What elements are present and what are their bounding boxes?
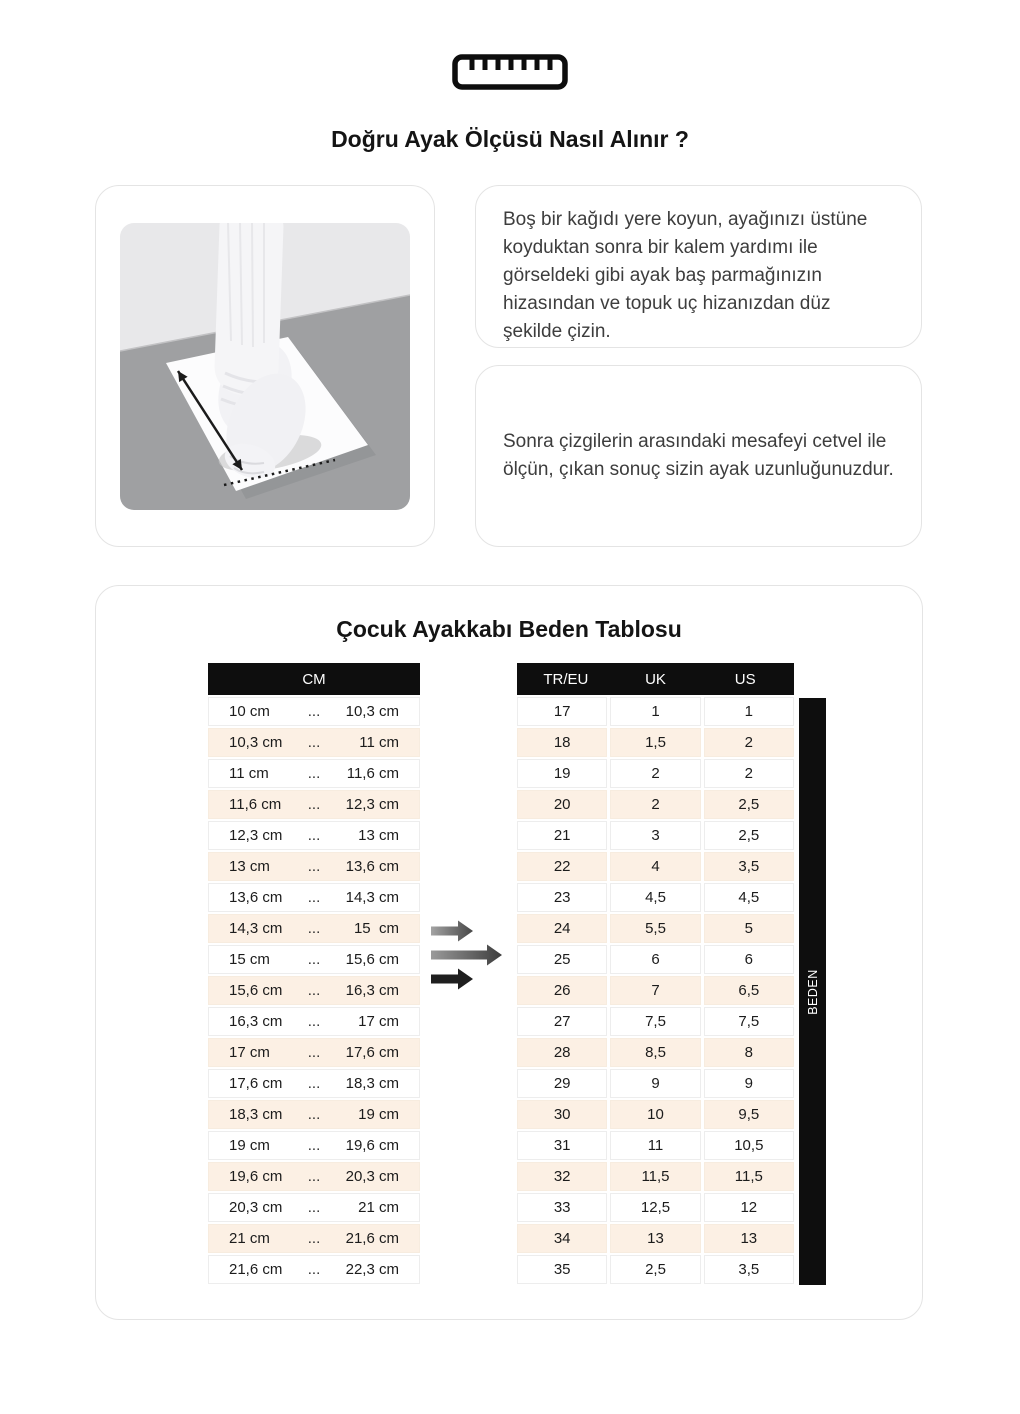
size-table-row	[517, 1255, 794, 1284]
cm-range-from: 10,3 cm	[229, 734, 283, 751]
cm-range-to: 17 cm	[358, 1013, 399, 1030]
size-cell-tr-eu: 28	[517, 1038, 607, 1067]
cm-range-separator: ...	[307, 734, 321, 751]
cm-table-row	[208, 1224, 420, 1253]
size-table-row	[517, 1007, 794, 1036]
cm-range-separator: ...	[307, 858, 321, 875]
size-cell-us: 6	[704, 945, 794, 974]
instruction-step-2: Sonra çizgilerin arasındaki mesafeyi cetvel ile ölçün, çıkan sonuç sizin ayak uzunluğunuzdur.	[503, 431, 894, 480]
cm-table-row	[208, 1131, 420, 1160]
size-cell-uk: 2,5	[610, 1255, 700, 1284]
cm-range-from: 13 cm	[229, 858, 270, 875]
beden-side-label: BEDEN	[805, 968, 820, 1015]
cm-range-to: 13,6 cm	[345, 858, 399, 875]
size-cell-tr-eu: 26	[517, 976, 607, 1005]
col-header-tr-eu: TR/EU	[543, 670, 589, 688]
size-table-row	[517, 821, 794, 850]
cm-range-separator: ...	[307, 1199, 321, 1216]
size-table-row	[517, 1131, 794, 1160]
size-cell-uk: 4,5	[610, 883, 700, 912]
size-cell-uk: 10	[610, 1100, 700, 1129]
size-cell-us: 8	[704, 1038, 794, 1067]
size-cell-us: 3,5	[704, 852, 794, 881]
cm-range-to: 22,3 cm	[345, 1261, 399, 1278]
cm-table-row	[208, 1100, 420, 1129]
cm-table-row	[208, 852, 420, 881]
size-cell-uk: 11,5	[610, 1162, 700, 1191]
size-cell-tr-eu: 31	[517, 1131, 607, 1160]
cm-table-row	[208, 945, 420, 974]
size-cell-us: 6,5	[704, 976, 794, 1005]
instruction-card-1	[475, 185, 922, 348]
cm-range-to: 10,3 cm	[345, 703, 399, 720]
size-cell-uk: 6	[610, 945, 700, 974]
size-cell-us: 9,5	[704, 1100, 794, 1129]
size-cell-uk: 1	[610, 697, 700, 726]
cm-range-separator: ...	[307, 982, 321, 999]
size-cell-tr-eu: 20	[517, 790, 607, 819]
size-cell-us: 5	[704, 914, 794, 943]
size-cell-us: 7,5	[704, 1007, 794, 1036]
cm-table-row	[208, 1007, 420, 1036]
instruction-step-1: Boş bir kağıdı yere koyun, ayağınızı üstüne koyduktan sonra bir kalem yardımı ile görseldeki gibi ayak baş parmağınızın hizasından ve topuk uç hizanızdan düz şekilde çizin.	[503, 209, 868, 342]
international-size-table	[517, 663, 794, 1284]
size-cell-us: 4,5	[704, 883, 794, 912]
size-table-row	[517, 852, 794, 881]
cm-range-from: 17 cm	[229, 1044, 270, 1061]
cm-range-separator: ...	[307, 1106, 321, 1123]
size-cell-tr-eu: 22	[517, 852, 607, 881]
cm-range-separator: ...	[307, 1013, 321, 1030]
cm-range-to: 21,6 cm	[345, 1230, 399, 1247]
size-table-row	[517, 1069, 794, 1098]
size-table-row	[517, 1224, 794, 1253]
size-chart-title: Çocuk Ayakkabı Beden Tablosu	[336, 616, 682, 642]
cm-range-to: 14,3 cm	[345, 889, 399, 906]
size-table-row	[517, 1193, 794, 1222]
size-table-row	[517, 1038, 794, 1067]
cm-range-to: 17,6 cm	[345, 1044, 399, 1061]
cm-table-row	[208, 883, 420, 912]
header-icon-area	[0, 54, 1020, 90]
cm-table-row	[208, 759, 420, 788]
size-chart-card	[95, 585, 923, 1320]
size-table-row	[517, 945, 794, 974]
cm-range-from: 19 cm	[229, 1137, 270, 1154]
cm-table-row	[208, 976, 420, 1005]
size-cell-tr-eu: 32	[517, 1162, 607, 1191]
cm-range-separator: ...	[307, 951, 321, 968]
cm-range-to: 13 cm	[358, 827, 399, 844]
cm-range-separator: ...	[307, 765, 321, 782]
size-table-row	[517, 976, 794, 1005]
cm-table-row	[208, 914, 420, 943]
size-table-row	[517, 914, 794, 943]
size-cell-uk: 3	[610, 821, 700, 850]
size-cell-uk: 8,5	[610, 1038, 700, 1067]
cm-range-from: 15,6 cm	[229, 982, 283, 999]
size-cell-tr-eu: 24	[517, 914, 607, 943]
cm-range-separator: ...	[307, 796, 321, 813]
size-cell-tr-eu: 25	[517, 945, 607, 974]
cm-range-separator: ...	[307, 889, 321, 906]
size-cell-us: 2	[704, 728, 794, 757]
cm-range-to: 18,3 cm	[345, 1075, 399, 1092]
cm-range-to: 16,3 cm	[345, 982, 399, 999]
cm-range-from: 17,6 cm	[229, 1075, 283, 1092]
size-cell-us: 3,5	[704, 1255, 794, 1284]
size-cell-tr-eu: 17	[517, 697, 607, 726]
size-cell-tr-eu: 29	[517, 1069, 607, 1098]
cm-range-separator: ...	[307, 1230, 321, 1247]
cm-range-to: 21 cm	[358, 1199, 399, 1216]
size-cell-uk: 7,5	[610, 1007, 700, 1036]
cm-range-from: 10 cm	[229, 703, 270, 720]
ruler-icon	[452, 54, 568, 90]
cm-range-separator: ...	[307, 703, 321, 720]
cm-range-separator: ...	[307, 1137, 321, 1154]
size-cell-uk: 13	[610, 1224, 700, 1253]
foot-measurement-photo	[120, 223, 410, 510]
cm-table-row	[208, 697, 420, 726]
page-title: Doğru Ayak Ölçüsü Nasıl Alınır ?	[331, 126, 689, 152]
size-cell-us: 2,5	[704, 790, 794, 819]
cm-table-row	[208, 1255, 420, 1284]
cm-table-header: CM	[208, 663, 420, 695]
cm-table-row	[208, 1038, 420, 1067]
cm-range-to: 19,6 cm	[345, 1137, 399, 1154]
cm-range-from: 13,6 cm	[229, 889, 283, 906]
size-cell-uk: 2	[610, 759, 700, 788]
cm-range-to: 11 cm	[359, 734, 399, 751]
size-cell-tr-eu: 18	[517, 728, 607, 757]
instruction-card-2	[475, 365, 922, 547]
cm-range-from: 14,3 cm	[229, 920, 283, 937]
cm-range-separator: ...	[307, 1075, 321, 1092]
triple-arrow-icon	[431, 919, 506, 991]
size-cell-uk: 11	[610, 1131, 700, 1160]
cm-table-row	[208, 790, 420, 819]
size-cell-us: 1	[704, 697, 794, 726]
cm-range-from: 20,3 cm	[229, 1199, 283, 1216]
size-table-row	[517, 697, 794, 726]
size-table-row	[517, 883, 794, 912]
cm-range-from: 21 cm	[229, 1230, 270, 1247]
cm-table	[208, 663, 420, 1284]
size-cell-us: 10,5	[704, 1131, 794, 1160]
cm-range-from: 11 cm	[229, 765, 269, 782]
size-cell-uk: 5,5	[610, 914, 700, 943]
cm-range-to: 15 cm	[353, 920, 399, 937]
size-table-row	[517, 1100, 794, 1129]
size-cell-us: 9	[704, 1069, 794, 1098]
size-cell-us: 12	[704, 1193, 794, 1222]
howto-text-column	[475, 185, 922, 547]
cm-range-separator: ...	[307, 920, 321, 937]
col-header-us: US	[734, 670, 756, 688]
cm-range-from: 12,3 cm	[229, 827, 283, 844]
size-table-row	[517, 1162, 794, 1191]
cm-range-separator: ...	[307, 1044, 321, 1061]
cm-range-separator: ...	[307, 1261, 321, 1278]
size-cell-uk: 7	[610, 976, 700, 1005]
cm-range-from: 16,3 cm	[229, 1013, 283, 1030]
cm-table-row	[208, 1193, 420, 1222]
size-table-row	[517, 759, 794, 788]
size-cell-uk: 2	[610, 790, 700, 819]
size-table-body	[517, 697, 794, 1284]
arrows-gap	[420, 663, 517, 991]
size-cell-us: 13	[704, 1224, 794, 1253]
size-cell-uk: 1,5	[610, 728, 700, 757]
cm-range-separator: ...	[307, 1168, 321, 1185]
cm-table-body	[208, 697, 420, 1284]
cm-range-to: 20,3 cm	[345, 1168, 399, 1185]
size-cell-us: 2	[704, 759, 794, 788]
measurement-photo-card	[95, 185, 435, 547]
size-table-header	[517, 663, 794, 695]
size-cell-tr-eu: 35	[517, 1255, 607, 1284]
cm-range-to: 12,3 cm	[345, 796, 399, 813]
size-cell-tr-eu: 34	[517, 1224, 607, 1253]
size-table-row	[517, 790, 794, 819]
size-cell-uk: 12,5	[610, 1193, 700, 1222]
beden-side-bar	[799, 698, 826, 1285]
cm-table-row	[208, 1162, 420, 1191]
cm-table-row	[208, 728, 420, 757]
cm-range-to: 19 cm	[358, 1106, 399, 1123]
size-cell-tr-eu: 30	[517, 1100, 607, 1129]
cm-range-from: 21,6 cm	[229, 1261, 283, 1278]
size-cell-tr-eu: 27	[517, 1007, 607, 1036]
cm-range-from: 19,6 cm	[229, 1168, 283, 1185]
size-cell-uk: 4	[610, 852, 700, 881]
size-table-row	[517, 728, 794, 757]
cm-range-from: 15 cm	[229, 951, 270, 968]
size-cell-tr-eu: 21	[517, 821, 607, 850]
cm-range-separator: ...	[307, 827, 321, 844]
size-chart-tables	[208, 663, 922, 1285]
cm-range-to: 11,6 cm	[346, 765, 399, 782]
col-header-uk: UK	[645, 670, 666, 688]
cm-table-row	[208, 821, 420, 850]
cm-range-from: 18,3 cm	[229, 1106, 283, 1123]
size-cell-tr-eu: 23	[517, 883, 607, 912]
howto-section	[95, 185, 922, 547]
size-cell-us: 11,5	[704, 1162, 794, 1191]
cm-range-from: 11,6 cm	[229, 796, 282, 813]
size-cell-us: 2,5	[704, 821, 794, 850]
size-cell-tr-eu: 33	[517, 1193, 607, 1222]
cm-range-to: 15,6 cm	[345, 951, 399, 968]
size-cell-tr-eu: 19	[517, 759, 607, 788]
size-cell-uk: 9	[610, 1069, 700, 1098]
cm-table-row	[208, 1069, 420, 1098]
